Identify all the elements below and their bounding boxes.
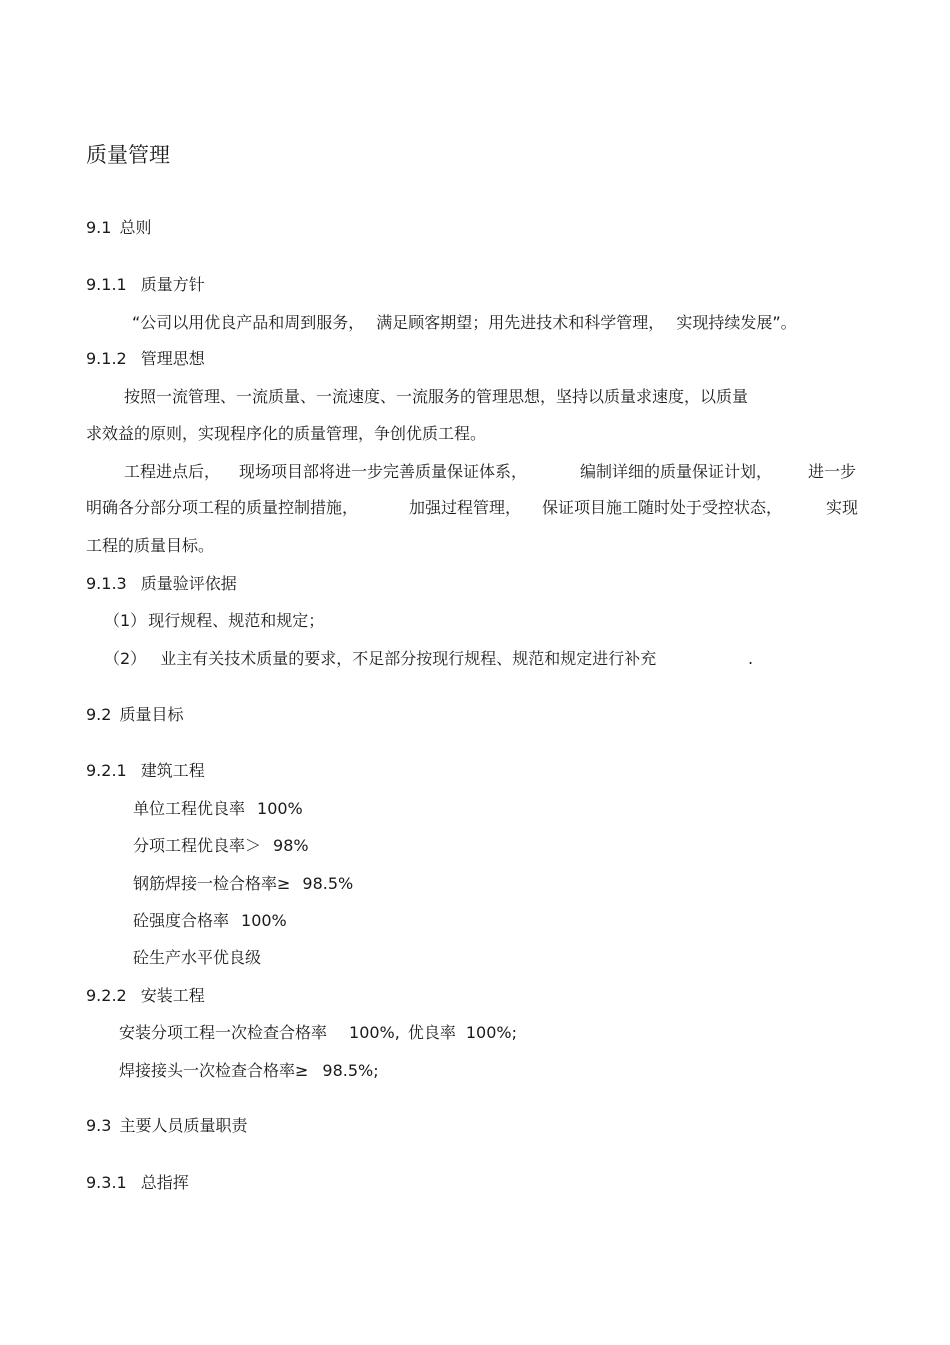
section-number: 9.1 [86,218,112,237]
item-number: （2） [104,649,147,668]
mgmt-line-5: 工程的质量目标。 [86,536,215,555]
section-9-2-1-heading [86,760,205,782]
section-title: 质量验评依据 [140,574,237,593]
policy-part-1: “公司以用优良产品和周到服务， [132,313,365,332]
basis-item-2-end: . [748,649,754,668]
goal-label: 单位工程优良率 [133,799,246,818]
install-goal-1 [119,1022,517,1044]
goal-label: 钢筋焊接一检合格率≥ [133,874,291,893]
building-goal-4 [133,910,287,932]
mgmt-line-4a: 明确各分部分项工程的质量控制措施， [86,498,359,517]
mgmt-line-4d: 实现 [826,498,859,517]
section-9-1-2-heading [86,348,205,370]
section-title: 管理思想 [140,349,205,368]
section-9-2-heading [86,704,183,726]
section-9-3-heading [86,1115,247,1137]
section-title: 主要人员质量职责 [119,1116,248,1135]
section-number: 9.1.3 [86,574,127,593]
section-9-2-2-heading [86,985,205,1007]
mgmt-line-4c: 保证项目施工随时处于受控状态， [542,498,783,517]
section-title: 安装工程 [140,986,205,1005]
item-number: （1） [104,611,147,630]
goal-value: 100% [257,799,303,818]
section-number: 9.3 [86,1116,112,1135]
section-title: 建筑工程 [140,761,205,780]
goal-value: 98.5% [302,874,354,893]
section-number: 9.3.1 [86,1173,127,1192]
install-goal-2 [119,1060,379,1082]
section-number: 9.1.2 [86,349,127,368]
section-9-1-3-heading [86,573,237,595]
mgmt-line-3c: 编制详细的质量保证计划， [580,462,773,481]
goal-value: 98% [273,836,309,855]
page-title: 质量管理 [86,143,170,167]
goal-value: 100% [241,911,287,930]
section-title: 质量目标 [119,705,184,724]
mgmt-line-1: 按照一流管理、一流质量、一流速度、一流服务的管理思想，坚持以质量求速度，以质量 [124,387,749,406]
goal-label: 焊接接头一次检查合格率≥ [119,1061,309,1080]
section-title: 总指挥 [140,1173,189,1192]
building-goal-1 [133,798,303,820]
building-goal-2 [133,835,309,857]
section-title: 质量方针 [140,275,205,294]
goal-value: 100%; [465,1023,517,1042]
item-text: 业主有关技术质量的要求，不足部分按现行规程、规范和规定进行补充 [160,649,657,668]
item-text: 现行规程、规范和规定； [148,611,325,630]
section-number: 9.2.2 [86,986,127,1005]
mgmt-line-3a: 工程进点后， [124,462,221,481]
goal-label: 砼强度合格率 [133,911,230,930]
section-9-1-1-heading [86,274,205,296]
quality-policy [132,312,797,334]
building-goal-5: 砼生产水平优良级 [133,948,262,967]
mgmt-line-3b: 现场项目部将进一步完善质量保证体系， [239,462,528,481]
goal-value: 98.5%; [322,1061,379,1080]
goal-value: 100%, [349,1023,400,1042]
goal-label: 优良率 [407,1023,456,1042]
section-number: 9.2 [86,705,112,724]
section-9-3-1-heading [86,1172,189,1194]
mgmt-line-4b: 加强过程管理， [409,498,522,517]
mgmt-line-2: 求效益的原则，实现程序化的质量管理，争创优质工程。 [86,424,487,443]
section-number: 9.2.1 [86,761,127,780]
building-goal-3 [133,873,353,895]
policy-part-2: 满足顾客期望；用先进技术和科学管理， [376,313,665,332]
section-9-1-heading [86,217,151,239]
policy-part-3: 实现持续发展”。 [676,313,797,332]
section-number: 9.1.1 [86,275,127,294]
goal-label: 安装分项工程一次检查合格率 [119,1023,328,1042]
mgmt-line-3d: 进一步 [808,462,857,481]
section-title: 总则 [119,218,152,237]
basis-item-1 [104,610,324,632]
basis-item-2 [104,648,656,670]
goal-label: 分项工程优良率＞ [133,836,262,855]
